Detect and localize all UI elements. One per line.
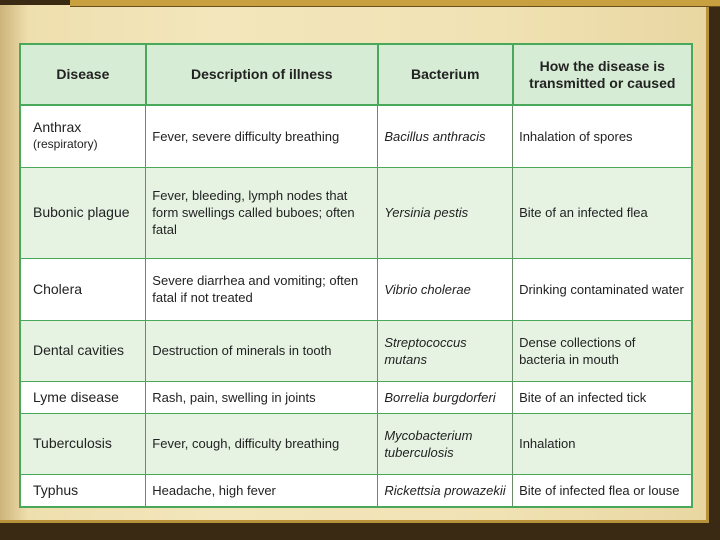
description-cell: Fever, severe difficulty breathing	[146, 105, 378, 167]
transmission-cell: Bite of infected flea or louse	[513, 475, 692, 508]
transmission-cell: Dense collections of bacteria in mouth	[513, 320, 692, 381]
bacterium-cell: Yersinia pestis	[378, 167, 513, 258]
description-cell: Severe diarrhea and vomiting; often fatal if not treated	[146, 259, 378, 320]
transmission-cell: Inhalation	[513, 413, 692, 474]
bacterium-cell: Rickettsia prowazekii	[378, 475, 513, 508]
disease-cell: Dental cavities	[20, 320, 146, 381]
description-cell: Rash, pain, swelling in joints	[146, 381, 378, 413]
frame-edge	[70, 0, 720, 7]
table-row	[20, 167, 692, 258]
transmission-cell: Bite of an infected flea	[513, 167, 692, 258]
bacterium-cell: Vibrio cholerae	[378, 259, 513, 320]
transmission-cell: Drinking contaminated water	[513, 259, 692, 320]
disease-cell: Lyme disease	[20, 381, 146, 413]
header-bacterium: Bacterium	[378, 44, 513, 105]
table-row	[20, 413, 692, 474]
table-row	[20, 475, 692, 508]
bacterium-cell: Bacillus anthracis	[378, 105, 513, 167]
header-row	[20, 44, 692, 105]
transmission-cell: Inhalation of spores	[513, 105, 692, 167]
table-row	[20, 259, 692, 320]
disease-cell: Bubonic plague	[20, 167, 146, 258]
header-transmission: How the disease is transmitted or caused	[513, 44, 692, 105]
description-cell: Fever, bleeding, lymph nodes that form swellings called buboes; often fatal	[146, 167, 378, 258]
disease-name: Anthrax	[33, 119, 82, 136]
bacterium-cell: Streptococcus mutans	[378, 320, 513, 381]
description-cell: Headache, high fever	[146, 475, 378, 508]
disease-cell	[20, 105, 146, 167]
disease-cell: Cholera	[20, 259, 146, 320]
disease-cell: Typhus	[20, 475, 146, 508]
bacterium-cell: Borrelia burgdorferi	[378, 381, 513, 413]
disease-cell: Tuberculosis	[20, 413, 146, 474]
description-cell: Destruction of minerals in tooth	[146, 320, 378, 381]
table-row	[20, 105, 692, 167]
transmission-cell: Bite of an infected tick	[513, 381, 692, 413]
header-disease: Disease	[20, 44, 146, 105]
disease-note: (respiratory)	[33, 137, 98, 152]
table-row	[20, 320, 692, 381]
bacterium-cell: Mycobacterium tuberculosis	[378, 413, 513, 474]
description-cell: Fever, cough, difficulty breathing	[146, 413, 378, 474]
table-row	[20, 381, 692, 413]
disease-table	[19, 43, 693, 508]
header-description: Description of illness	[146, 44, 378, 105]
